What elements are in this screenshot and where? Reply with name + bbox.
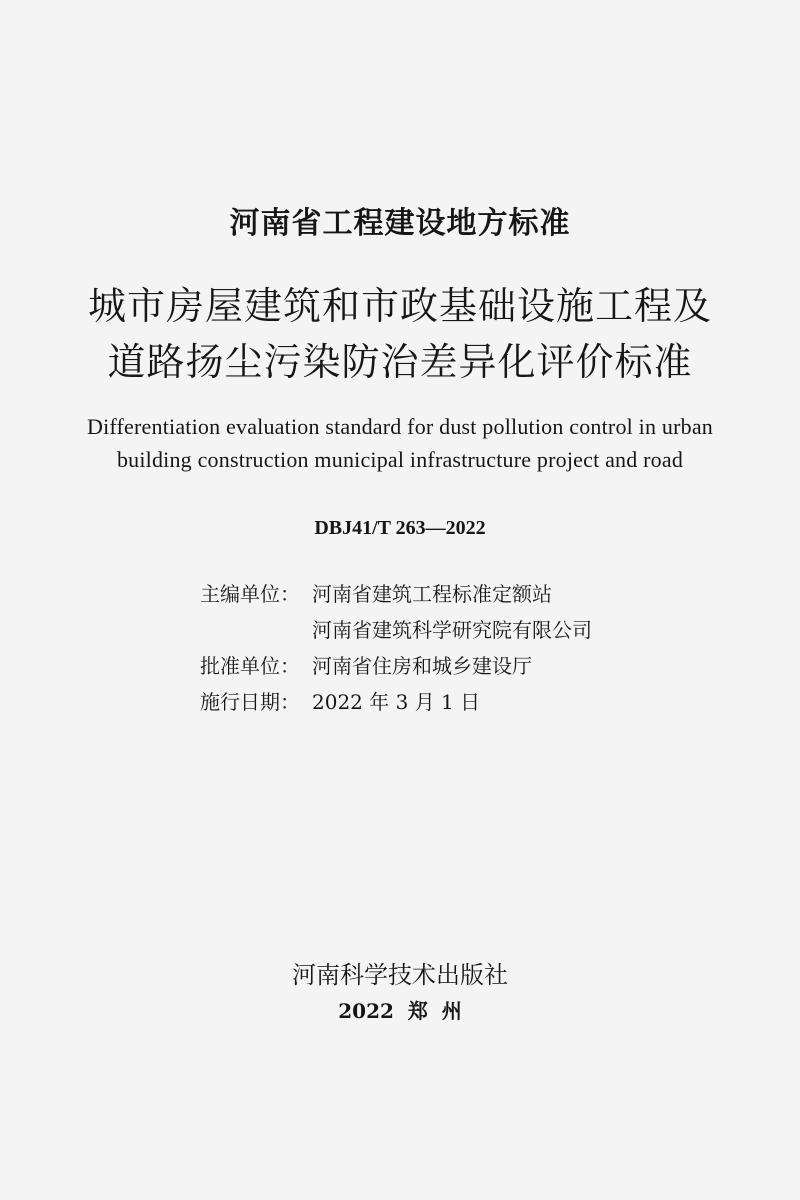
approver-row (200, 648, 720, 684)
document-title (0, 278, 800, 390)
editor-label: 主编单位： (200, 582, 300, 606)
series-title: 河南省工程建设地方标准 (229, 206, 571, 241)
english-title-line-1: Differentiation evaluation standard for dust pollution control in urban (87, 414, 713, 439)
effective-date-value: 2022 年 3 月 1 日 (312, 690, 481, 714)
effective-date-row (200, 684, 720, 720)
document-title-line-1: 城市房屋建筑和市政基础设施工程及 (87, 284, 712, 328)
english-title (0, 410, 800, 476)
english-title-line-2: building construction municipal infrastructure project and road (116, 447, 684, 472)
editor-row (200, 576, 720, 612)
editor-value-1: 河南省建筑工程标准定额站 (312, 582, 552, 606)
approver-value: 河南省住房和城乡建设厅 (312, 654, 532, 678)
editor-value-2: 河南省建筑科学研究院有限公司 (312, 618, 592, 642)
document-metadata (200, 576, 720, 720)
standard-code: DBJ41/T 263—2022 (314, 517, 486, 539)
publication-year-place: 2022 郑 州 (338, 999, 462, 1023)
publisher: 河南科学技术出版社 (292, 961, 508, 989)
effective-date-label: 施行日期： (200, 690, 300, 714)
document-title-line-2: 道路扬尘污染防治差异化评价标准 (107, 340, 693, 384)
approver-label: 批准单位： (200, 654, 300, 678)
